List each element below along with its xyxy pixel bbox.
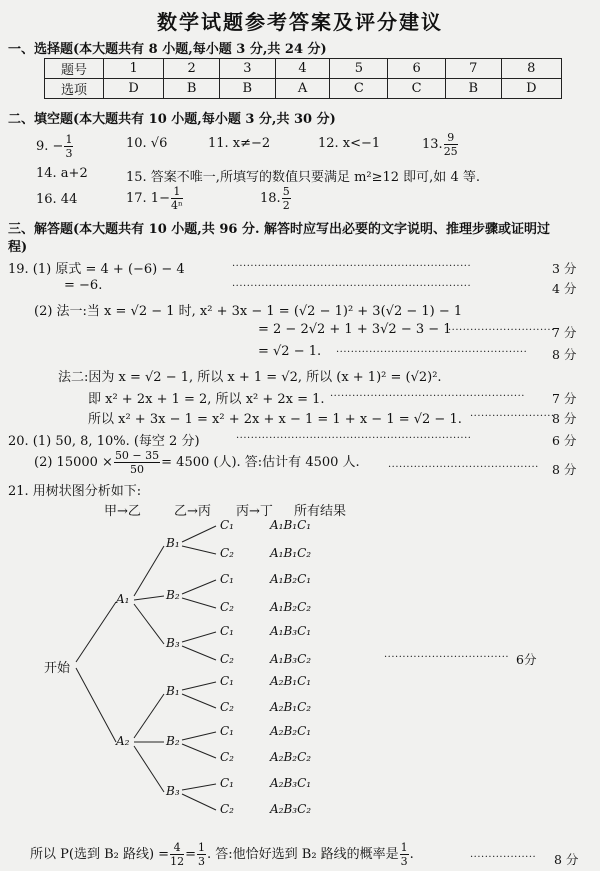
answer-text: 17. 1− (126, 191, 170, 206)
answer-text: = 4500 (人). 答:估计有 4500 人. (161, 455, 360, 470)
tree-result: A₁B₃C₂ (270, 652, 312, 666)
tree-node-c: C₁ (220, 724, 234, 738)
score-label: 7 分 (552, 391, 577, 406)
numerator: 5 (282, 185, 290, 198)
q19-line: 所以 x² + 3x − 1 = x² + 2x + x − 1 = 1 + x − 1 = √2 − 1. (88, 412, 462, 427)
question-number: 4 (275, 59, 330, 79)
question-number: 1 (104, 59, 164, 79)
tree-node-b: B₃ (166, 784, 180, 798)
score-leader: ································································· (232, 261, 472, 272)
answer-cell: B (164, 79, 220, 99)
page-title: 数学试题参考答案及评分建议 (157, 10, 443, 34)
section1-heading: 一、选择题(本大题共有 8 小题,每小题 3 分,共 24 分) (8, 42, 327, 57)
score-label: 4 分 (552, 281, 577, 296)
score-label: 6分 (516, 652, 537, 667)
score-leader: ·················· (470, 852, 537, 863)
tree-result: A₂B₃C₂ (270, 802, 312, 816)
numerator: 4 (170, 842, 184, 855)
tree-node-c: C₂ (220, 600, 234, 614)
tree-result: A₂B₁C₂ (270, 700, 312, 714)
table-header-cell: 选项 (45, 79, 104, 99)
answer-text: = (185, 847, 196, 862)
answer-text: 18. (260, 191, 281, 206)
tree-node-c: C₂ (220, 700, 234, 714)
question-number: 6 (388, 59, 446, 79)
tree-edges (76, 526, 216, 810)
tree-header: 丙→丁 (236, 504, 273, 519)
q19-line: = 2 − 2√2 + 1 + 3√2 − 3 − 1 (258, 322, 452, 337)
score-label: 8 分 (552, 411, 577, 426)
answer-q15: 15. 答案不唯一,所填写的数值只要满足 m²≥12 即可,如 4 等. (126, 170, 480, 185)
numerator: 1 (65, 133, 73, 146)
q19-line: 法二:因为 x = √2 − 1, 所以 x + 1 = √2, 所以 (x + 1)² = (√2)². (58, 370, 442, 385)
answer-cell: C (388, 79, 446, 99)
tree-node-c: C₂ (220, 802, 234, 816)
tree-result: A₁B₃C₁ (270, 624, 312, 638)
answer-cell: A (275, 79, 330, 99)
fraction (197, 842, 206, 867)
tree-node-c: C₁ (220, 624, 234, 638)
tree-node-b: B₁ (166, 684, 180, 698)
tree-node-c: C₂ (220, 546, 234, 560)
denominator: 3 (400, 855, 408, 868)
denominator: 3 (65, 147, 73, 160)
tree-node-c: C₁ (220, 674, 234, 688)
fraction (400, 842, 409, 867)
score-leader: ····························· (448, 325, 555, 336)
score-leader: ········································· (388, 462, 539, 473)
answer-cell: C (330, 79, 388, 99)
question-number: 7 (445, 59, 501, 79)
answer-text: 9. − (36, 139, 64, 154)
answer-cell: D (501, 79, 561, 99)
denominator: 50 (130, 463, 145, 476)
score-label: 8 分 (552, 347, 577, 362)
tree-node-c: C₂ (220, 652, 234, 666)
score-label: 6 分 (552, 433, 577, 448)
score-label: 8 分 (552, 462, 577, 477)
numerator: 9 (444, 132, 458, 145)
section2-heading: 二、填空题(本大题共有 10 小题,每小题 3 分,共 30 分) (8, 112, 336, 127)
tree-result: A₂B₁C₁ (270, 674, 312, 688)
answer-text: 所以 P(选到 B₂ 路线) = (30, 847, 170, 862)
tree-result: A₁B₂C₁ (270, 572, 312, 586)
q21-conclusion (30, 842, 414, 867)
score-leader: ·································· (384, 652, 510, 663)
tree-node-c: C₁ (220, 572, 234, 586)
answer-q16: 16. 44 (36, 192, 78, 207)
fraction (170, 842, 184, 867)
tree-result: A₂B₃C₁ (270, 776, 312, 790)
score-leader: ···················································· (336, 347, 528, 358)
denominator: 3 (197, 855, 205, 868)
denominator: 2 (282, 199, 290, 212)
denominator: 25 (443, 145, 458, 158)
answer-cell: D (104, 79, 164, 99)
tree-node-b: B₃ (166, 636, 180, 650)
tree-node-a: A₂ (116, 734, 130, 748)
q19-line: = −6. (64, 278, 103, 293)
score-leader: ································································· (232, 281, 472, 292)
tree-result: A₂B₂C₁ (270, 724, 312, 738)
tree-result: A₁B₁C₂ (270, 546, 312, 560)
answer-q11: 11. x≠−2 (208, 136, 271, 151)
q19-line: (2) 法一:当 x = √2 − 1 时, x² + 3x − 1 = (√2 − 1)² + 3(√2 − 1) − 1 (34, 304, 463, 319)
answer-text: (2) 15000 × (34, 455, 113, 470)
answer-text: . (409, 847, 414, 862)
denominator: 4ⁿ (170, 199, 183, 212)
q20-line: 20. (1) 50, 8, 10%. (每空 2 分) (8, 434, 200, 449)
tree-node-b: B₂ (166, 588, 180, 602)
tree-node-c: C₂ (220, 750, 234, 764)
score-label: 3 分 (552, 261, 577, 276)
numerator: 50 − 35 (114, 449, 160, 462)
score-leader: ······················· (470, 411, 555, 422)
answer-text: 13. (422, 137, 443, 152)
numerator: 1 (171, 186, 183, 199)
q21-intro: 21. 用树状图分析如下: (8, 484, 142, 499)
denominator: 12 (170, 855, 185, 868)
answer-q10: 10. √6 (126, 136, 168, 151)
table-header-cell: 题号 (45, 59, 104, 79)
tree-result: A₁B₁C₁ (270, 518, 312, 532)
q19-line: 即 x² + 2x + 1 = 2, 所以 x² + 2x = 1. (88, 392, 325, 407)
tree-header: 所有结果 (294, 504, 347, 519)
tree-result: A₂B₂C₂ (270, 750, 312, 764)
question-number: 8 (501, 59, 561, 79)
numerator: 1 (400, 841, 408, 854)
section3-heading: 三、解答题(本大题共有 10 小题,共 96 分. 解答时应写出必要的文字说明、推理步骤或证明过 (8, 222, 551, 237)
answer-cell: B (445, 79, 501, 99)
question-number: 3 (219, 59, 275, 79)
tree-node-b: B₂ (166, 734, 180, 748)
score-leader: ····················································· (330, 391, 525, 402)
tree-node-c: C₁ (220, 518, 234, 532)
q19-line: 19. (1) 原式 = 4 + (−6) − 4 (8, 262, 185, 277)
tree-node-c: C₁ (220, 776, 234, 790)
answer-q12: 12. x<−1 (318, 136, 381, 151)
question-number: 2 (164, 59, 220, 79)
question-number: 5 (330, 59, 388, 79)
score-label: 7 分 (552, 325, 577, 340)
answer-cell: B (219, 79, 275, 99)
tree-header: 甲→乙 (104, 504, 141, 519)
tree-root: 开始 (44, 661, 71, 676)
numerator: 1 (197, 841, 205, 854)
q19-line: = √2 − 1. (258, 344, 322, 359)
section3-heading-cont: 程) (8, 240, 28, 255)
score-label: 8 分 (554, 852, 579, 867)
tree-header: 乙→丙 (174, 504, 211, 519)
tree-node-a: A₁ (116, 592, 130, 606)
tree-node-b: B₁ (166, 536, 180, 550)
tree-result: A₁B₂C₂ (270, 600, 312, 614)
answer-text: . 答:他恰好选到 B₂ 路线的概率是 (206, 847, 399, 862)
answer-q14: 14. a+2 (36, 166, 88, 181)
score-leader: ································································ (236, 433, 472, 444)
